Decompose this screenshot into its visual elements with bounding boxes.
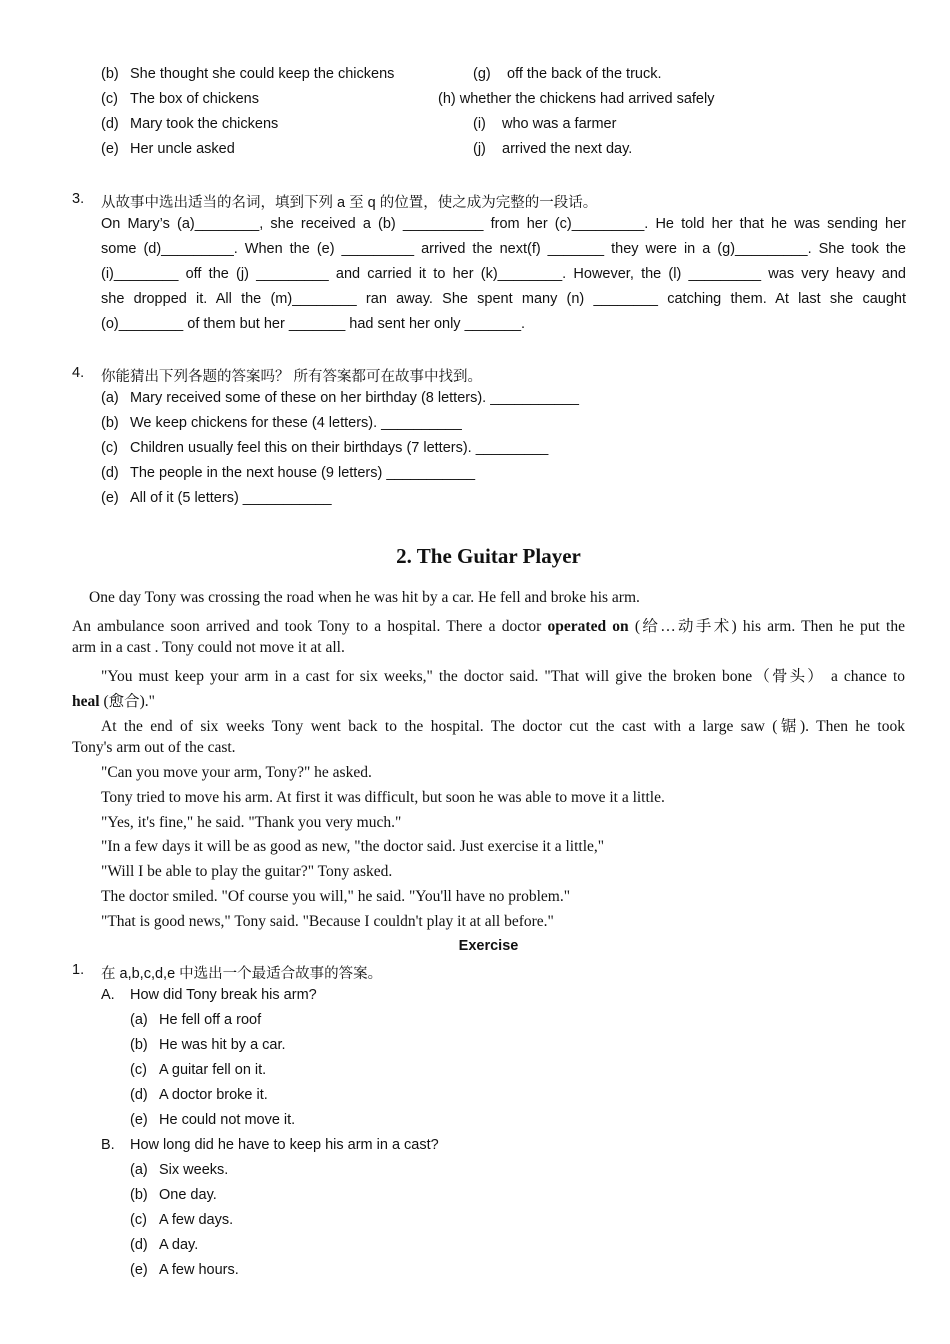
story-paragraph-9: "Will I be able to play the guitar?" Tony asked. [101, 863, 393, 880]
question-b-option-e[interactable]: (e) A few hours. [130, 1262, 239, 1278]
story-paragraph-7: "Yes, it's fine," he said. "Thank you very much." [101, 814, 402, 831]
story-paragraph-2-cont: arm in a cast . Tony could not move it at all. [72, 639, 345, 656]
story-paragraph-4: At the end of six weeks Tony went back to the hospital. The doctor cut the cast with a large saw (锯). Then he took [101, 718, 905, 735]
story-paragraph-11: "That is good news," Tony said. "Because I couldn't play it at all before." [101, 913, 554, 930]
question-b-option-c[interactable]: (c) A few days. [130, 1212, 234, 1228]
q2-item-i: (i) who was a farmer [473, 116, 617, 132]
q3-line-5: (o)________ of them but her _______ had sent her only _______. [101, 316, 526, 332]
story-paragraph-3-cont: heal (愈合)." [72, 693, 155, 710]
question-b-option-a[interactable]: (a) Six weeks. [130, 1162, 229, 1178]
q4-item-c: (c) Children usually feel this on their birthdays (7 letters). _________ [101, 440, 549, 456]
q4-number: 4. [72, 365, 85, 381]
q2-item-d: (d) Mary took the chickens [101, 116, 279, 132]
q4-item-e: (e) All of it (5 letters) ___________ [101, 490, 332, 506]
q4-item-a: (a) Mary received some of these on her birthday (8 letters). ___________ [101, 390, 579, 406]
q4-instruction: 你能猜出下列各题的答案吗？ 所有答案都可在故事中找到。 [101, 369, 483, 385]
q2-item-e: (e) Her uncle asked [101, 141, 235, 157]
story-paragraph-4-cont: Tony's arm out of the cast. [72, 739, 236, 756]
question-a: A. How did Tony break his arm? [101, 987, 317, 1003]
q3-line-3: (i)________ off the (j) _________ and carried it to her (k)________. However, the (l) _________ was very heavy and [101, 266, 906, 282]
q2-item-g: (g) off the back of the truck. [473, 66, 662, 82]
question-a-option-b[interactable]: (b) He was hit by a car. [130, 1037, 286, 1053]
question-b-option-d[interactable]: (d) A day. [130, 1237, 199, 1253]
q2-item-b: (b) She thought she could keep the chickens [101, 66, 395, 82]
exercise-heading: Exercise [458, 938, 519, 954]
q2-item-h: (h) whether the chickens had arrived safely [438, 91, 715, 107]
q3-number: 3. [72, 191, 85, 207]
question-a-option-d[interactable]: (d) A doctor broke it. [130, 1087, 268, 1103]
question-a-option-a[interactable]: (a) He fell off a roof [130, 1012, 262, 1028]
q3-line-2: some (d)_________. When the (e) _________ arrived the next(f) _______ they were in a (g)_________. She took the [101, 241, 906, 257]
story-paragraph-10: The doctor smiled. "Of course you will," he said. "You'll have no problem." [101, 888, 571, 905]
story-paragraph-3: "You must keep your arm in a cast for six weeks," the doctor said. "That will give the broken bone（骨头） a chance to [101, 668, 905, 685]
story-paragraph-1: One day Tony was crossing the road when he was hit by a car. He fell and broke his arm. [89, 589, 640, 606]
question-a-option-e[interactable]: (e) He could not move it. [130, 1112, 296, 1128]
question-b-option-b[interactable]: (b) One day. [130, 1187, 217, 1203]
story-paragraph-6: Tony tried to move his arm. At first it was difficult, but soon he was able to move it a little. [101, 789, 665, 806]
story-paragraph-8: "In a few days it will be as good as new, "the doctor said. Just exercise it a little," [101, 838, 605, 855]
exercise-q1-instruction: 在 a,b,c,d,e 中选出一个最适合故事的答案。 [101, 966, 383, 982]
q3-instruction: 从故事中选出适当的名词，填到下列 a 至 q 的位置，使之成为完整的一段话。 [101, 195, 598, 211]
question-b: B. How long did he have to keep his arm in a cast? [101, 1137, 439, 1153]
q2-item-j: (j) arrived the next day. [473, 141, 633, 157]
q4-item-d: (d) The people in the next house (9 letters) ___________ [101, 465, 476, 481]
q3-line-1: On Mary’s (a)________, she received a (b) __________ from her (c)_________. He told her that he was sending her [101, 216, 906, 232]
q3-line-4: she dropped it. All the (m)________ ran away. She spent many (n) ________ catching them. At last she caught [101, 291, 906, 307]
exercise-q1-number: 1. [72, 962, 85, 978]
question-a-option-c[interactable]: (c) A guitar fell on it. [130, 1062, 267, 1078]
story-paragraph-5: "Can you move your arm, Tony?" he asked. [101, 764, 372, 781]
q2-item-c: (c) The box of chickens [101, 91, 259, 107]
story-paragraph-2: An ambulance soon arrived and took Tony to a hospital. There a doctor operated on (给…动手术) his arm. Then he put the [72, 618, 905, 635]
story-title: 2. The Guitar Player [396, 544, 581, 568]
q4-item-b: (b) We keep chickens for these (4 letters). __________ [101, 415, 462, 431]
